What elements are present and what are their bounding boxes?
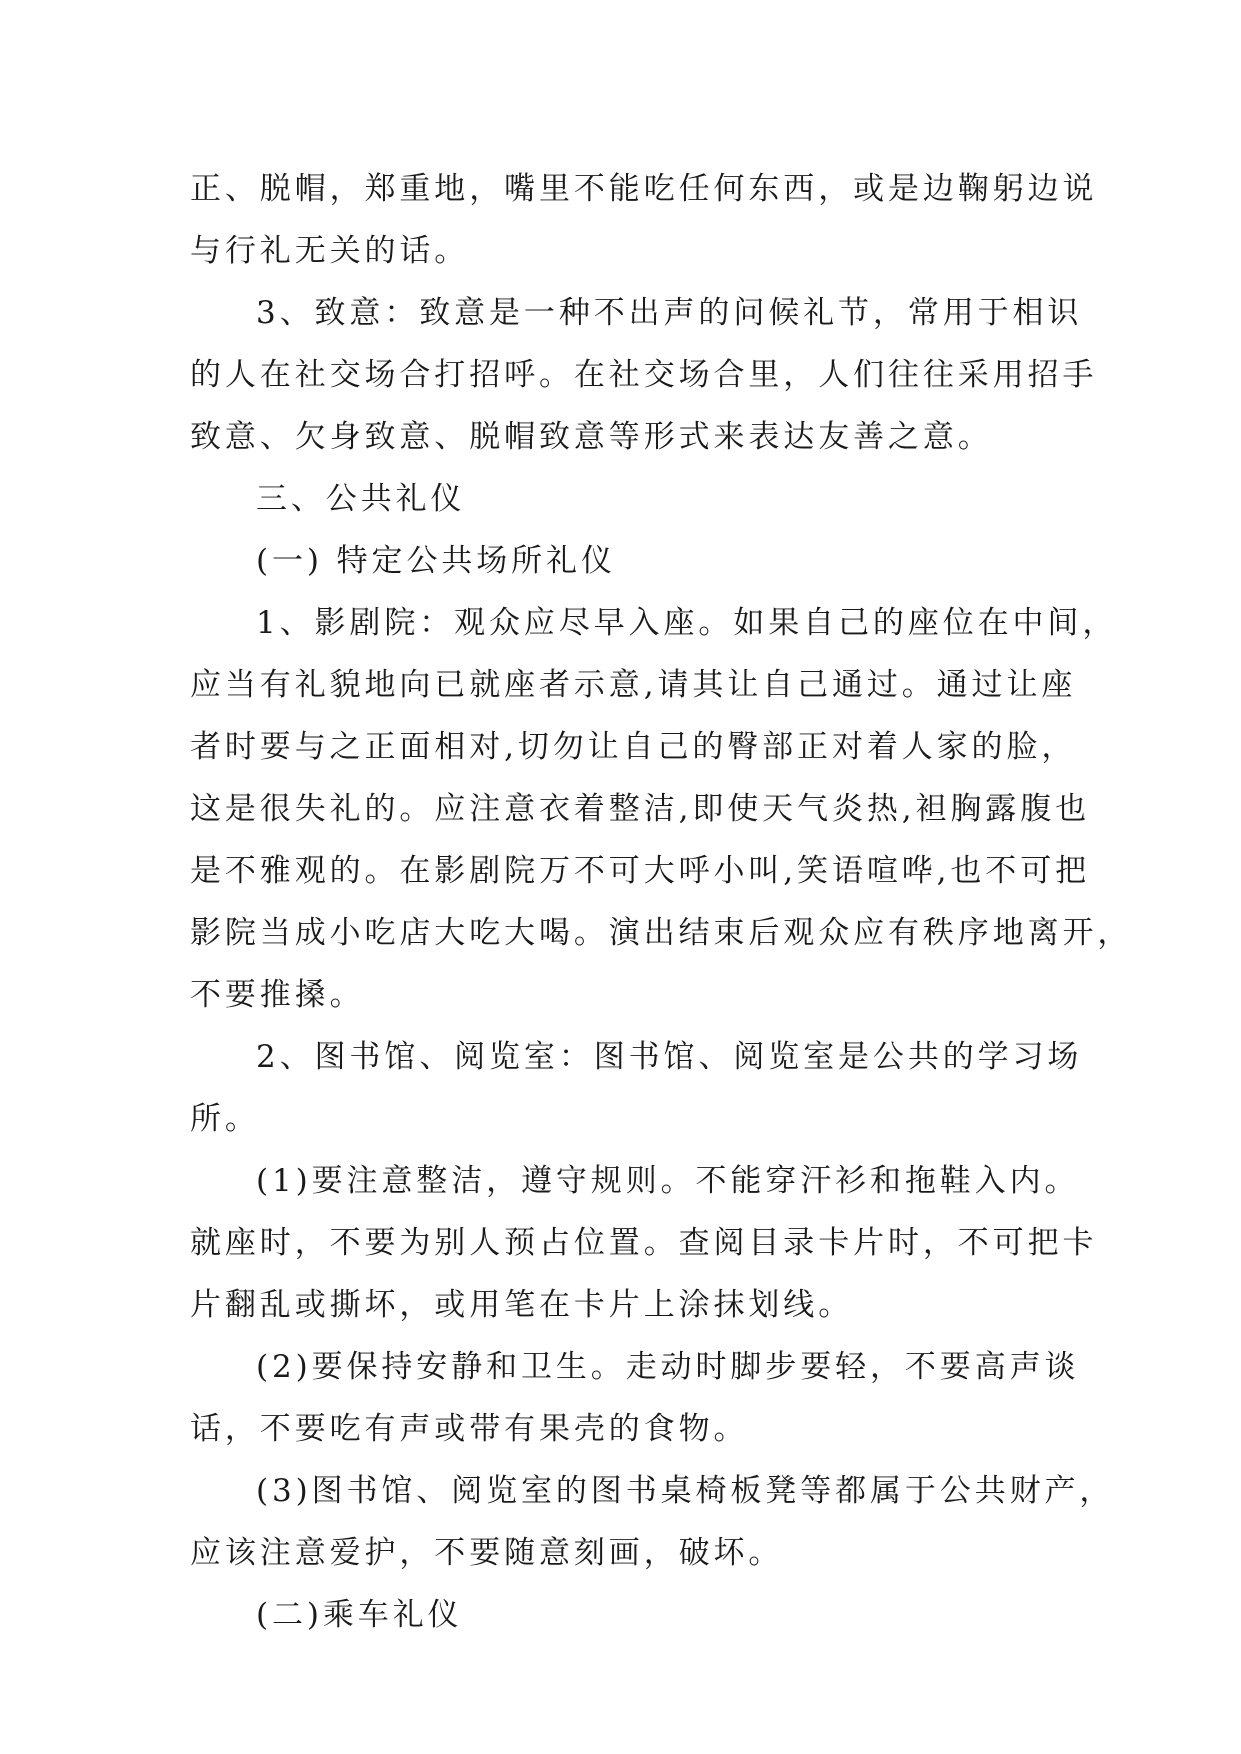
- paragraph-line: 是不雅观的。在影剧院万不可大呼小叫,笑语喧哗,也不可把: [190, 853, 1091, 889]
- paragraph-line: 所。: [190, 1101, 260, 1137]
- paragraph-first-line: (二)乘车礼仪: [256, 1597, 463, 1633]
- paragraph-line: 影院当成小吃店大吃大喝。演出结束后观众应有秩序地离开，: [190, 915, 1133, 951]
- paragraph-line: 应该注意爱护，不要随意刻画，破坏。: [190, 1535, 784, 1571]
- paragraph-first-line: (1)要注意整洁，遵守规则。不能穿汗衫和拖鞋入内。: [256, 1163, 1080, 1199]
- paragraph-line: 话，不要吃有声或带有果壳的食物。: [190, 1411, 749, 1447]
- paragraph-line: 应当有礼貌地向已就座者示意,请其让自己通过。通过让座: [190, 667, 1077, 703]
- paragraph-line: 片翻乱或撕坏，或用笔在卡片上涂抹划线。: [190, 1287, 854, 1323]
- body-text: [190, 158, 1133, 1646]
- paragraph-first-line: (一) 特定公共场所礼仪: [256, 543, 616, 579]
- paragraph-line: 不要推搡。: [190, 977, 365, 1013]
- paragraph-first-line: 1、影剧院：观众应尽早入座。如果自己的座位在中间，: [256, 605, 1118, 641]
- paragraph-first-line: (2)要保持安静和卫生。走动时脚步要轻，不要高声谈: [256, 1349, 1080, 1385]
- paragraph-first-line: 2、图书馆、阅览室：图书馆、阅览室是公共的学习场: [256, 1039, 1083, 1075]
- paragraph-line: 的人在社交场合打招呼。在社交场合里，人们往往采用招手: [190, 357, 1098, 393]
- paragraph-line: 与行礼无关的话。: [190, 233, 470, 269]
- paragraph-first-line: (3)图书馆、阅览室的图书桌椅板凳等都属于公共财产，: [256, 1473, 1115, 1509]
- paragraph-line: 这是很失礼的。应注意衣着整洁,即使天气炎热,袒胸露腹也: [190, 791, 1091, 827]
- paragraph-line: 者时要与之正面相对,切勿让自己的臀部正对着人家的脸，: [190, 729, 1077, 765]
- paragraph-first-line: 3、致意：致意是一种不出声的问候礼节，常用于相识: [256, 295, 1083, 331]
- paragraph-first-line: 三、公共礼仪: [256, 481, 466, 517]
- paragraph-line: 致意、欠身致意、脱帽致意等形式来表达友善之意。: [190, 419, 993, 455]
- paragraph-line: 正、脱帽，郑重地，嘴里不能吃任何东西，或是边鞠躬边说: [190, 171, 1098, 207]
- paragraph-line: 就座时，不要为别人预占位置。查阅目录卡片时，不可把卡: [190, 1225, 1098, 1261]
